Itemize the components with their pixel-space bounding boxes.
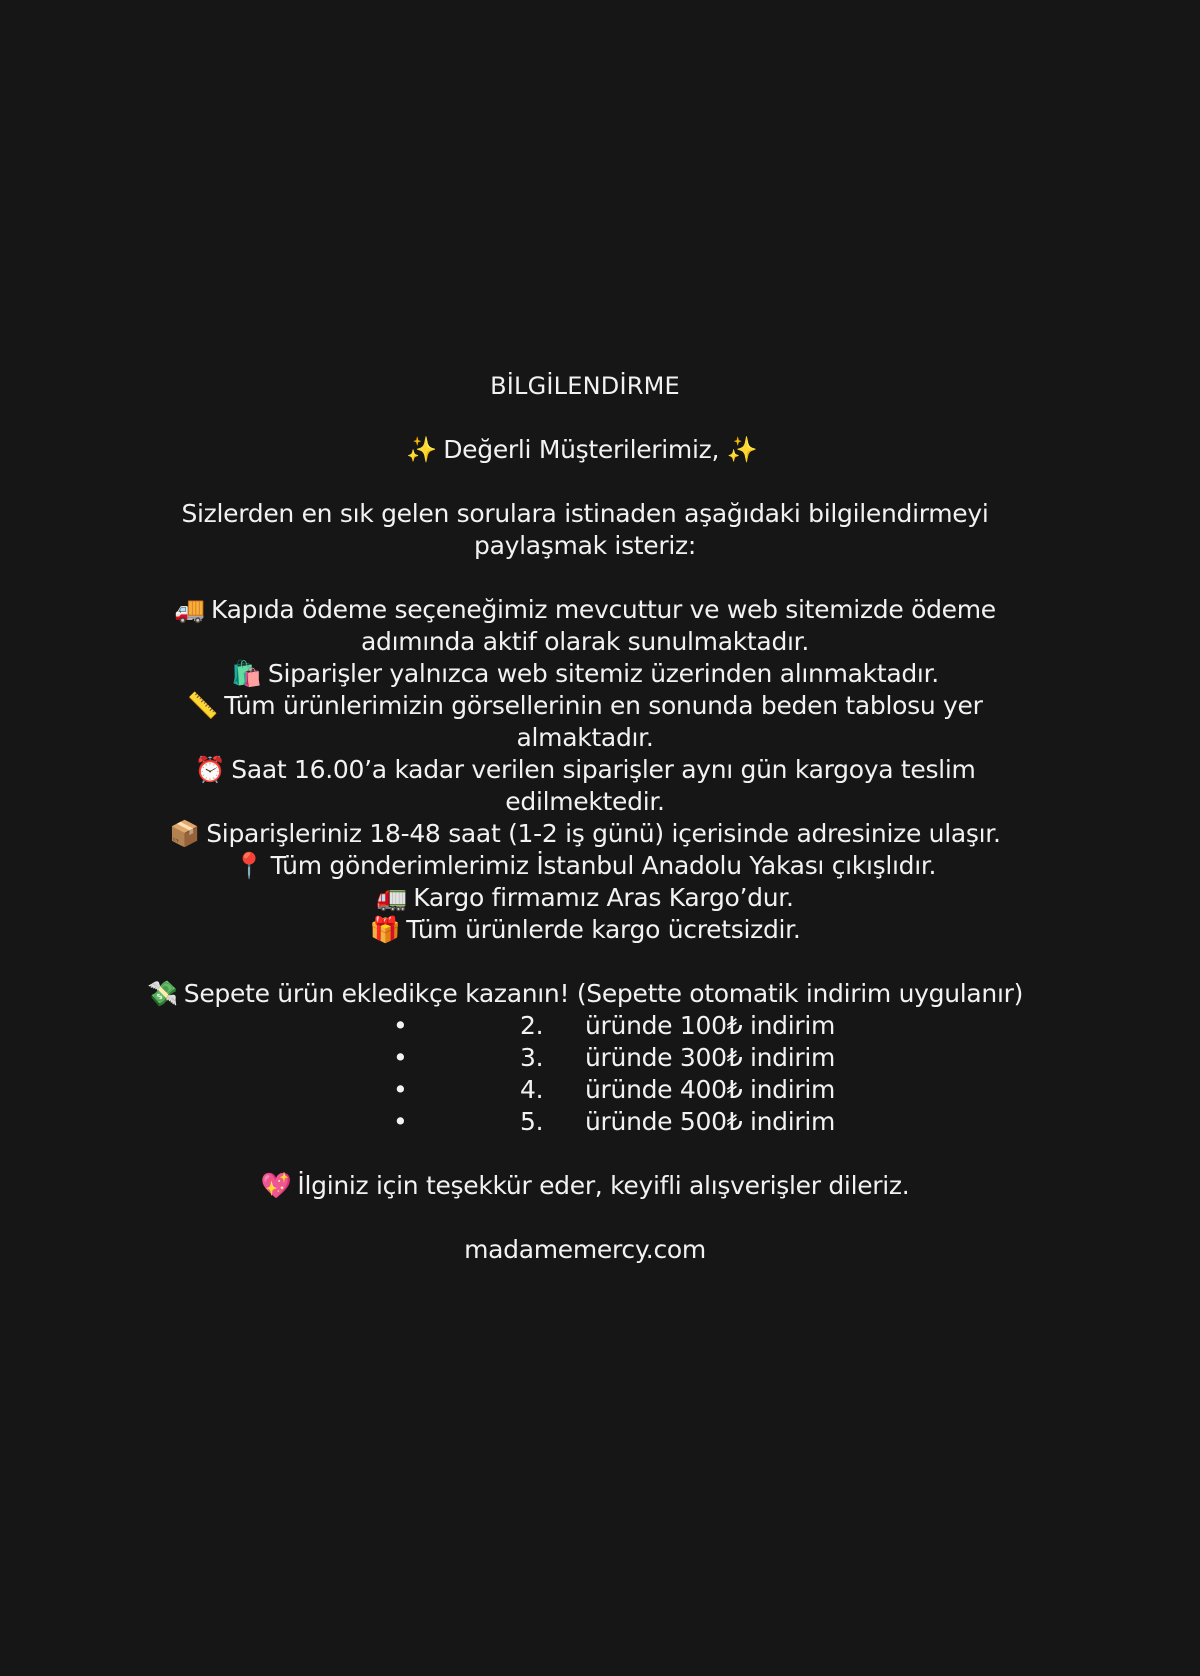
info-item-text: Tüm ürünlerde kargo ücretsizdir. xyxy=(406,915,801,944)
spacer xyxy=(140,1138,1030,1170)
discount-list xyxy=(140,1010,1030,1138)
delivery-truck-icon: 🚚 xyxy=(174,595,205,624)
info-item-text-cont: edilmektedir. xyxy=(505,787,665,816)
bullet: • xyxy=(393,1075,408,1104)
website-link[interactable]: madamemercy.com xyxy=(464,1235,706,1264)
discount-number: 4. xyxy=(520,1075,544,1104)
sparkling-heart-icon: 💖 xyxy=(260,1171,292,1200)
info-item-cash-on-delivery xyxy=(140,594,1030,658)
thanks-line xyxy=(140,1170,1030,1202)
info-item-text: Kapıda ödeme seçeneğimiz mevcuttur ve web sitemizde ödeme xyxy=(210,595,996,624)
info-item-website-orders xyxy=(140,658,1030,690)
discount-number: 3. xyxy=(520,1043,544,1072)
info-item-text: Saat 16.00’a kadar verilen siparişler aynı gün kargoya teslim xyxy=(231,755,976,784)
money-with-wings-icon: 💸 xyxy=(146,979,178,1008)
info-item-text: Siparişler yalnızca web sitemiz üzerinden alınmaktadır. xyxy=(267,659,939,688)
info-item-text: Tüm gönderimlerimiz İstanbul Anadolu Yakası çıkışlıdır. xyxy=(270,851,937,880)
info-item-same-day-shipping xyxy=(140,754,1030,818)
bullet: • xyxy=(393,1043,408,1072)
info-item-free-shipping xyxy=(140,914,1030,946)
promo-text: Sepete ürün ekledikçe kazanın! (Sepette otomatik indirim uygulanır) xyxy=(183,979,1024,1008)
discount-row xyxy=(140,1074,1030,1106)
announcement-title: BİLGİLENDİRME xyxy=(490,372,680,400)
info-item-text: Kargo firmamız Aras Kargo’dur. xyxy=(413,883,794,912)
discount-text: üründe 300₺ indirim xyxy=(585,1043,836,1072)
discount-row xyxy=(140,1042,1030,1074)
spacer xyxy=(140,1202,1030,1234)
info-item-dispatch-location xyxy=(140,850,1030,882)
discount-row xyxy=(140,1106,1030,1138)
info-item-text-cont: almaktadır. xyxy=(516,723,654,752)
info-item-text: Siparişleriniz 18-48 saat (1-2 iş günü) içerisinde adresinize ulaşır. xyxy=(206,819,1001,848)
discount-text: üründe 500₺ indirim xyxy=(585,1107,836,1136)
spacer xyxy=(140,402,1030,434)
gift-icon: 🎁 xyxy=(369,915,401,944)
cargo-truck-icon: 🚛 xyxy=(376,883,408,912)
discount-number: 5. xyxy=(520,1107,544,1136)
discount-text: üründe 400₺ indirim xyxy=(585,1075,836,1104)
thanks-text: İlginiz için teşekkür eder, keyifli alışverişler dileriz. xyxy=(297,1171,910,1200)
shopping-bags-icon: 🛍️ xyxy=(231,659,262,688)
info-item-text-cont: adımında aktif olarak sunulmaktadır. xyxy=(360,627,809,656)
discount-row xyxy=(140,1010,1030,1042)
sparkles-icon: ✨ xyxy=(726,435,758,464)
bullet: • xyxy=(393,1011,408,1040)
alarm-clock-icon: ⏰ xyxy=(194,755,226,784)
intro-line-2: paylaşmak isteriz: xyxy=(474,531,696,560)
intro-line-1: Sizlerden en sık gelen sorulara istinaden aşağıdaki bilgilendirmeyi xyxy=(181,499,989,528)
ruler-icon: 📏 xyxy=(187,691,219,720)
discount-text: üründe 100₺ indirim xyxy=(585,1011,836,1040)
announcement-content xyxy=(140,370,1030,1266)
info-item-size-chart xyxy=(140,690,1030,754)
spacer xyxy=(140,466,1030,498)
info-list xyxy=(140,594,1030,946)
package-icon: 📦 xyxy=(169,819,201,848)
sparkles-icon: ✨ xyxy=(406,435,438,464)
greeting-line xyxy=(140,434,1030,466)
spacer xyxy=(140,562,1030,594)
info-item-text: Tüm ürünlerimizin görsellerinin en sonunda beden tablosu yer xyxy=(224,691,983,720)
promo-line xyxy=(140,978,1030,1010)
location-pin-icon: 📍 xyxy=(233,851,265,880)
spacer xyxy=(140,946,1030,978)
discount-number: 2. xyxy=(520,1011,544,1040)
greeting-text: Değerli Müşterilerimiz, xyxy=(443,435,720,464)
info-item-delivery-time xyxy=(140,818,1030,850)
bullet: • xyxy=(393,1107,408,1136)
info-item-cargo-company xyxy=(140,882,1030,914)
